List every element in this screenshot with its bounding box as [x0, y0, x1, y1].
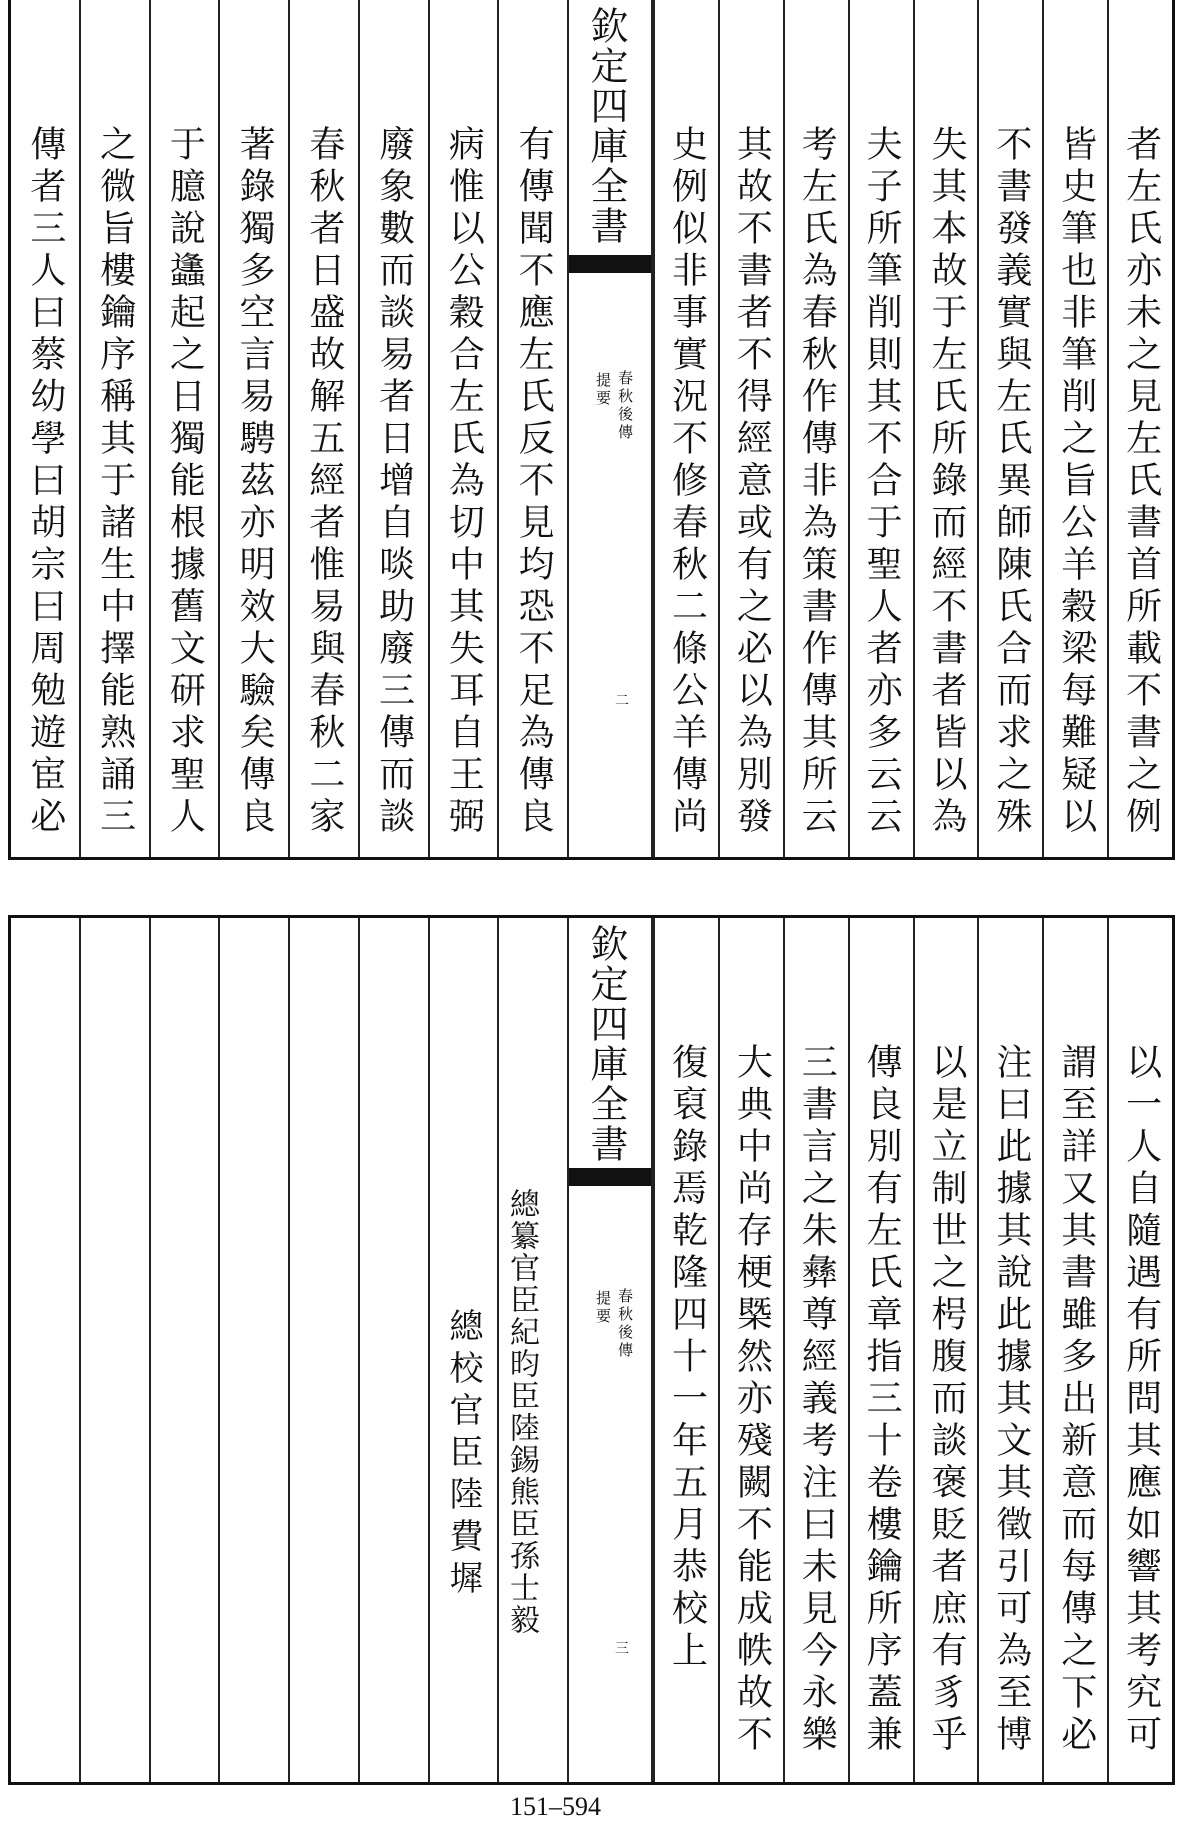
column-text: 史例似非事實況不修春秋二條公羊傳尚: [666, 125, 708, 839]
column-text: 注曰此據其說此據其文其徵引可為至博: [990, 1043, 1032, 1757]
text-column: [1042, 918, 1107, 1782]
fishtail-mark: [569, 1168, 651, 1186]
text-column: [718, 918, 783, 1782]
text-column: [848, 0, 913, 857]
column-text: 皆史筆也非筆削之旨公羊穀梁每難疑以: [1055, 125, 1097, 839]
folio-number: 151–594: [510, 1792, 601, 1821]
column-text: 傳者三人曰蔡幼學曰胡宗曰周勉遊宦必: [24, 125, 66, 839]
text-column: [1107, 918, 1172, 1782]
empty-column: [149, 918, 219, 1782]
column-text: 夫子所筆削則其不合于聖人者亦多云云: [861, 125, 903, 839]
text-column: [653, 918, 718, 1782]
gutter-title: 欽定四庫全書: [584, 924, 628, 1164]
text-column: [11, 0, 79, 857]
gutter-section: 提要: [594, 1290, 612, 1326]
column-text: 病惟以公穀合左氏為切中其失耳自王弼: [443, 125, 485, 839]
bottom-left-half: [11, 918, 567, 1782]
column-text: 以是立制世之枵腹而談褒貶者庶有豸乎: [925, 1043, 967, 1757]
column-text: 者左氏亦未之見左氏書首所載不書之例: [1120, 125, 1162, 839]
text-column: [977, 918, 1042, 1782]
bottom-page: [8, 915, 1175, 1785]
text-column: [718, 0, 783, 857]
column-text: 考左氏為春秋作傳非為策書作傳其所云: [796, 125, 838, 839]
column-text: 謂至詳又其書雖多出新意而每傳之下必: [1055, 1043, 1097, 1757]
column-text: 春秋者日盛故解五經者惟易與春秋二家: [303, 125, 345, 839]
text-column: [358, 0, 428, 857]
empty-column: [11, 918, 79, 1782]
column-text: 廢象數而談易者日增自啖助廢三傳而談: [373, 125, 415, 839]
fishtail-mark: [569, 255, 651, 273]
top-right-half: [653, 0, 1172, 857]
gutter-leaf-number: 三: [615, 1641, 629, 1657]
gutter-leaf-number: 二: [615, 693, 629, 709]
compilers-signature: 總纂官臣紀昀臣陸錫熊臣孫士毅: [504, 1188, 539, 1636]
top-page: [8, 0, 1175, 860]
proofreader-signature: 總校官臣陸費墀: [443, 1308, 483, 1602]
text-column: [848, 918, 913, 1782]
column-text: 失其本故于左氏所錄而經不書者皆以為: [925, 125, 967, 839]
bottom-right-half: [653, 918, 1172, 1782]
text-column: [497, 0, 567, 857]
text-column: [149, 0, 219, 857]
text-column: [79, 0, 149, 857]
text-column: [913, 0, 978, 857]
text-column: [913, 918, 978, 1782]
column-text: 之微旨樓鑰序稱其于諸生中擇能熟誦三: [94, 125, 136, 839]
column-text: 復裒錄焉乾隆四十一年五月恭校上: [666, 1043, 708, 1673]
text-column: [653, 0, 718, 857]
column-text: 于臆說蠭起之日獨能根據舊文研求聖人: [164, 125, 206, 839]
text-column: [1042, 0, 1107, 857]
text-column: [977, 0, 1042, 857]
column-text: 著錄獨多空言易騁茲亦明效大驗矣傳良: [234, 125, 276, 839]
column-text: 三書言之朱彝尊經義考注曰未見今永樂: [796, 1043, 838, 1757]
empty-column: [358, 918, 428, 1782]
center-gutter: [567, 918, 653, 1782]
gutter-section: 提要: [594, 372, 612, 408]
empty-column: [288, 918, 358, 1782]
column-text: 以一人自隨遇有所問其應如響其考究可: [1120, 1043, 1162, 1757]
text-column: [783, 0, 848, 857]
column-text: 傳良別有左氏章指三十卷樓鑰所序蓋兼: [861, 1043, 903, 1757]
column-text: 有傳聞不應左氏反不見均恐不足為傳良: [513, 125, 555, 839]
text-column: [783, 918, 848, 1782]
gutter-work-title: 春秋後傳: [616, 1288, 634, 1360]
text-column: [288, 0, 358, 857]
gutter-title: 欽定四庫全書: [584, 6, 628, 246]
text-column: [428, 0, 498, 857]
column-text: 大典中尚存梗槩然亦殘闕不能成帙故不: [731, 1043, 773, 1757]
column-text: 不書發義實與左氏異師陳氏合而求之殊: [990, 125, 1032, 839]
empty-column: [79, 918, 149, 1782]
empty-column: [218, 918, 288, 1782]
top-left-half: [11, 0, 567, 857]
text-column: [218, 0, 288, 857]
column-text: 其故不書者不得經意或有之必以為別發: [731, 125, 773, 839]
gutter-work-title: 春秋後傳: [616, 370, 634, 442]
center-gutter: [567, 0, 653, 857]
text-column: [1107, 0, 1172, 857]
